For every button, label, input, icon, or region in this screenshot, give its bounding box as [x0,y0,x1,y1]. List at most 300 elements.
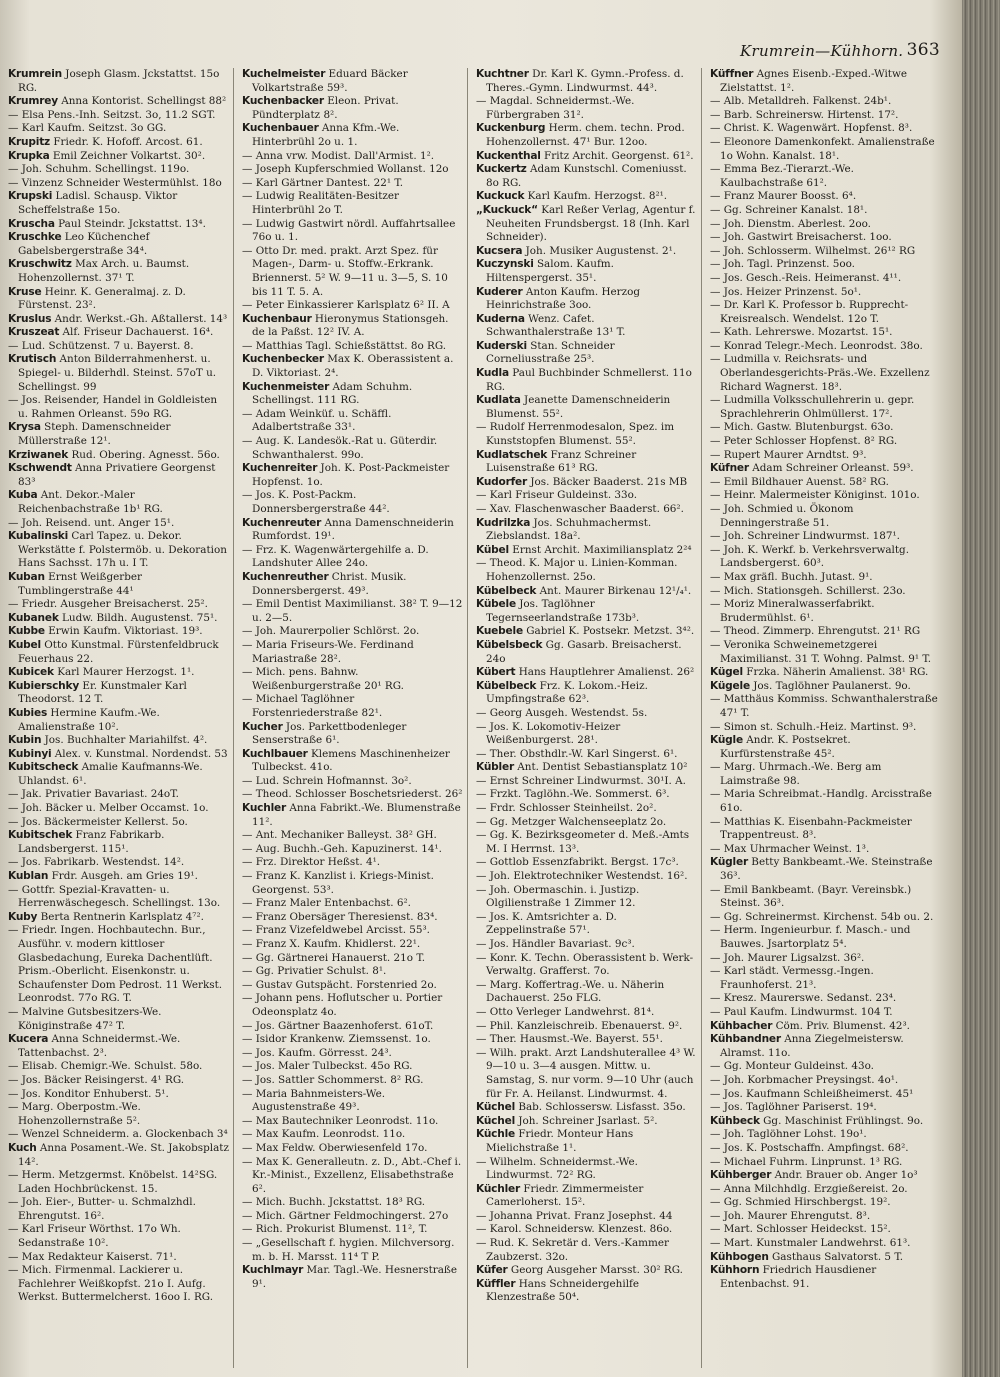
directory-entry [8,680,229,707]
directory-entry [476,1047,697,1101]
entry-surname: Küffler [476,1277,516,1290]
entry-details: Jos. K. Lokomotiv-Heizer Weißenburgerst. 28¹. [486,720,621,747]
directory-entry [476,1183,697,1210]
entry-details: Anna Fabrikt.-We. Blumenstraße 11². [252,802,461,828]
entry-details: Jos. Bäckermeister Kellerst. 5o. [18,815,188,828]
directory-entry [710,734,938,761]
directory-entry [476,421,697,448]
entry-details: Magdal. Schneidermst.-We. Fürbergraben 31². [486,95,635,121]
ditto-dash: — [242,163,253,176]
directory-entry [476,245,697,259]
entry-details: Ludw. Bildh. Augustenst. 75¹. [58,611,218,624]
directory-entry [476,884,697,911]
entry-details: Frdr. Schlosser Steinheilst. 2o². [486,802,657,815]
directory-entry [710,1237,938,1251]
ditto-dash: — [710,339,721,352]
entry-details: Wenz. Cafet. Schwanthalerstraße 13¹ T. [486,312,626,339]
directory-entry [476,1128,697,1155]
ditto-dash: — [710,353,721,366]
entry-surname: Kuchenreuter [242,516,322,529]
entry-details: Ludwig Gastwirt nördl. Auffahrtsallee 76o u. 1. [252,217,456,244]
entry-details: Heinr. Malermeister Königinst. 101o. [720,489,920,502]
entry-details: Isidor Krankenw. Ziemssenst. 1o. [252,1033,431,1046]
directory-entry [8,1251,229,1265]
directory-entry [8,177,229,191]
ditto-dash: — [8,883,19,896]
entry-surname: Kügel [710,666,743,679]
entry-surname: Kügle [710,734,743,747]
entry-details: Adam Schreiner Orleanst. 59³. [748,462,914,475]
ditto-dash: — [710,788,721,801]
ditto-dash: — [710,598,721,611]
entry-details: Jak. Privatier Bavariast. 24oT. [18,788,179,801]
directory-entry [242,1210,463,1224]
entry-details: Michael Fuhrm. Linprunst. 1³ RG. [720,1155,903,1168]
entry-details: Joh. Gastwirt Breisacherst. 1oo. [720,231,892,244]
ditto-dash: — [476,829,487,842]
entry-surname: Krziwanek [8,448,69,461]
directory-entry [710,571,938,585]
entry-details: Gasthaus Salvatorst. 5 T. [768,1250,904,1263]
entry-details: Rud. K. Sekretär d. Vers.-Kammer Zaubzerst. 32o. [486,1237,670,1263]
ditto-dash: — [476,1155,487,1168]
directory-entry [476,761,697,775]
directory-entry [8,258,229,285]
entry-details: Rich. Prokurist Blumenst. 11², T. [252,1223,428,1236]
ditto-dash: — [710,475,721,488]
entry-details: Max K. Generalleutn. z. D., Abt.-Chef i. Kr.-Minist., Exzellenz, Elisabethstraße 6². [252,1155,462,1195]
directory-entry [710,272,938,286]
directory-entry [710,68,938,95]
ditto-dash: — [242,598,253,611]
entry-details: Ludmilla Volksschullehrerin u. gepr. Sprachlehrerin Ohlmüllerst. 17². [720,394,915,420]
entry-details: Franz Maler Entenbachst. 6². [252,897,411,910]
ditto-dash: — [242,407,253,420]
directory-entry [710,449,938,463]
directory-entry [242,544,463,571]
ditto-dash: — [710,231,721,244]
entry-details: Anna Ziegelmeistersw. Alramst. 11o. [720,1033,904,1059]
directory-entry [476,258,697,285]
directory-entry [476,639,697,666]
directory-entry [8,884,229,911]
ditto-dash: — [710,693,721,706]
entry-surname: Kubin [8,734,42,747]
entry-details: Frz. K. Wagenwärtergehilfe a. D. Landshuter Allee 24o. [252,543,429,570]
ditto-dash: — [242,910,253,923]
entry-surname: Kühberger [710,1169,772,1182]
entry-details: Alf. Friseur Dachauerst. 16⁴. [59,326,214,339]
column-2 [242,68,468,1368]
entry-details: Joh. Schmied u. Ökonom Denningerstraße 51. [720,503,854,529]
ditto-dash: — [710,761,721,774]
entry-details: Kath. Lehrerswe. Mozartst. 15¹. [720,326,893,339]
entry-surname: Kubitscheck [8,761,79,774]
entry-details: Anna Damenschneiderin Rumfordst. 19¹. [252,516,454,543]
ditto-dash: — [710,1182,721,1195]
entry-details: Malvine Gutsbesitzers-We. Königinstraße 47² T. [18,1005,162,1032]
entry-details: Stan. Schneider Corneliusstraße 25³. [486,339,615,366]
entry-surname: Kuchler [242,802,287,815]
directory-entry [8,1101,229,1128]
entry-surname: Kruse [8,285,42,298]
directory-entry [8,802,229,816]
entry-details: Jos. Kaufm. Görresst. 24³. [252,1046,392,1059]
entry-details: Betty Bankbeamt.-We. Steinstraße 36³. [720,856,933,883]
entry-details: Mart. Kunstmaler Landwehrst. 61³. [720,1237,911,1250]
directory-entry [476,163,697,190]
ditto-dash: — [242,951,253,964]
directory-entry [710,816,938,843]
entry-details: Lud. Schrein Hofmannst. 3o². [252,774,412,787]
entry-details: Jos. Sattler Schommerst. 8² RG. [252,1073,424,1086]
directory-entry [710,435,938,449]
entry-surname: Krutisch [8,353,57,366]
ditto-dash: — [476,1046,487,1059]
directory-entry [242,408,463,435]
entry-details: Max Bautechniker Leonrodst. 11o. [252,1114,439,1127]
ditto-dash: — [242,638,253,651]
directory-entry [242,68,463,95]
entry-details: Georg Ausgeher Marsst. 30² RG. [507,1264,683,1277]
directory-entry [476,1033,697,1047]
directory-entry [476,190,697,204]
directory-entry [242,639,463,666]
entry-details: Jos. Bäcker Reisingerst. 4¹ RG. [18,1073,185,1086]
entry-details: Bab. Schlossersw. Lisfasst. 35o. [515,1101,686,1114]
directory-entry [476,870,697,884]
entry-details: Friedr. Monteur Hans Mielichstraße 1¹. [486,1128,634,1154]
entry-surname: Küfner [710,462,749,475]
ditto-dash: — [242,1209,253,1222]
directory-entry [710,109,938,123]
ditto-dash: — [476,856,487,869]
ditto-dash: — [710,271,721,284]
entry-details: Adam Weinküf. u. Schäffl. Adalbertstraße 33¹. [252,407,392,434]
entry-details: Amalie Kaufmanns-We. Uhlandst. 6¹. [18,761,203,787]
directory-entry [710,1101,938,1115]
entry-details: Anna Milchhdlg. Erzgießereist. 2o. [720,1182,908,1195]
entry-surname: Kucher [242,720,283,733]
ditto-dash: — [242,856,253,869]
entry-details: Franz X. Kaufm. Khidlerst. 22¹. [252,938,421,950]
entry-details: Emil Bildhauer Auenst. 58² RG. [720,475,889,488]
entry-surname: Kuban [8,570,45,583]
entry-details: Max Kaufm. Leonrodst. 11o. [252,1128,406,1141]
entry-details: Aug. K. Landesök.-Rat u. Güterdir. Schwanthalerst. 99o. [252,435,438,461]
directory-entry [242,177,463,191]
entry-surname: Krupski [8,190,53,203]
ditto-dash: — [8,108,19,121]
entry-details: Phil. Kanzleischreib. Ebenauerst. 9². [486,1019,683,1032]
directory-entry [710,122,938,136]
entry-details: Joh. Obermaschin. i. Justizp. Olgilienstraße 1 Zimmer 12. [486,883,640,910]
entry-details: Ant. Mechaniker Balleyst. 38² GH. [252,829,437,842]
directory-entry [242,870,463,897]
ditto-dash: — [8,815,19,828]
entry-details: Jos. Kaufmann Schleißheimerst. 45¹ [720,1087,914,1100]
directory-entry [242,965,463,979]
entry-details: Ernst Weißgerber Tumblingerstraße 44¹ [18,570,142,597]
entry-details: Jos. Gesch.-Reis. Heimeranst. 4¹¹. [720,271,902,284]
directory-entry [242,788,463,802]
directory-entry [8,1142,229,1169]
directory-entry [710,544,938,571]
ditto-dash: — [8,856,19,869]
entry-surname: Kublan [8,870,49,883]
entry-details: Joh. Taglöhner Lohst. 19o¹. [720,1128,867,1141]
directory-entry [8,788,229,802]
entry-details: Joh. Tagl. Prinzenst. 5oo. [720,258,855,271]
ditto-dash: — [476,870,487,883]
entry-surname: Küchel [476,1101,516,1114]
entry-details: Erwin Kaufm. Viktoriast. 19³. [44,625,203,638]
ditto-dash: — [710,638,721,651]
entry-details: Rudolf Herrenmodesalon, Spez. im Kunststopfen Blumenst. 55². [486,421,675,448]
directory-entry [242,843,463,857]
entry-details: Steph. Damenschneider Müllerstraße 12¹. [18,421,171,448]
entry-details: Emil Bankbeamt. (Bayr. Vereinsbk.) Steinst. 36³. [720,883,912,910]
ditto-dash: — [710,1237,721,1250]
directory-entry [476,748,697,762]
ditto-dash: — [710,1209,721,1222]
directory-entry [8,353,229,394]
entry-details: Konrad Telegr.-Mech. Leonrodst. 38o. [720,339,923,352]
entry-surname: Kubitschek [8,829,73,842]
ditto-dash: — [8,788,19,801]
entry-details: Friedr. K. Hofoff. Arcost. 61. [50,135,203,148]
directory-entry [242,190,463,217]
entry-surname: Kühbogen [710,1250,769,1263]
entry-details: Jos. Gärtner Baazenhoferst. 61oT. [252,1019,434,1032]
entry-details: Anna Kontorist. Schellingst 88² [57,95,227,108]
ditto-dash: — [710,503,721,515]
entry-surname: Kubierschky [8,679,80,692]
entry-surname: Kuchenbecker [242,353,324,366]
directory-entry [476,1210,697,1224]
entry-surname: Kruschke [8,231,62,244]
directory-entry [242,353,463,380]
ditto-dash: — [8,1223,19,1236]
entry-surname: Kudlatschek [476,448,548,461]
directory-entry [710,1169,938,1183]
entry-details: Joseph Kupferschmied Wollanst. 12o [252,163,449,176]
directory-entry [476,150,697,164]
entry-details: Mar. Tagl.-We. Hesnerstraße 9¹. [252,1264,458,1290]
entry-details: Mich. pens. Bahnw. Weißenburgerstraße 20¹ RG. [252,666,404,692]
entry-details: Joh. Schreiner Jsarlast. 5². [515,1114,658,1127]
directory-entry [8,1060,229,1074]
directory-entry [710,1115,938,1129]
entry-surname: Kudrilzka [476,516,531,529]
entry-details: Eleon. Privat. Pündterplatz 8². [252,95,399,121]
entry-surname: Küffner [710,68,754,80]
directory-entry [8,462,229,489]
directory-entry [710,1210,938,1224]
directory-entry [476,68,697,95]
ditto-dash: — [710,203,721,216]
entry-details: Jos. K. Post-Packm. Donnersbergerstraße 44². [252,489,390,515]
directory-entry [710,911,938,925]
entry-details: Jos. Maler Tulbeckst. 45o RG. [252,1060,413,1073]
entry-details: Christ. Musik. Donnersbergerst. 49³. [252,570,407,597]
ditto-dash: — [710,435,721,448]
ditto-dash: — [710,285,721,298]
directory-entry [710,190,938,204]
ditto-dash: — [476,910,487,923]
ditto-dash: — [8,122,19,135]
entry-details: Jos. Bäcker Baaderst. 21s MB [527,475,688,488]
entry-surname: Kuderer [476,285,523,298]
entry-details: Gottlob Essenzfabrikt. Bergst. 17c³. [486,856,679,869]
entry-details: Mich. Gastw. Blutenburgst. 63o. [720,421,894,434]
ditto-dash: — [476,1223,487,1236]
directory-entry [8,598,229,612]
directory-entry [242,1074,463,1088]
entry-details: Mich. Gärtner Feldmochingerst. 27o [252,1209,449,1222]
directory-entry [710,218,938,232]
directory-entry [476,544,697,558]
ditto-dash: — [710,530,721,543]
ditto-dash: — [242,938,253,950]
directory-entry [710,1142,938,1156]
entry-details: Joseph Glasm. Jckstattst. 15o RG. [18,68,220,94]
ditto-dash: — [242,1087,253,1100]
directory-entry [710,353,938,394]
directory-entry [710,856,938,883]
ditto-dash: — [242,625,253,638]
entry-details: Gg. Schmied Hirschbergst. 19². [720,1196,891,1209]
entry-surname: Kuch [8,1141,37,1154]
ditto-dash: — [476,802,487,815]
ditto-dash: — [476,1237,487,1250]
ditto-dash: — [476,774,487,787]
ditto-dash: — [242,978,253,991]
entry-details: Frzka. Näherin Amalienst. 38¹ RG. [742,666,929,679]
entry-details: Ladisl. Schausp. Viktor Scheffelstraße 15o. [18,190,178,216]
directory-entry [476,585,697,599]
entry-details: Joh. Schreiner Lindwurmst. 187¹. [720,530,900,543]
ditto-dash: — [8,1005,19,1018]
directory-entry [710,598,938,625]
entry-surname: Kuchenbaur [242,312,312,325]
directory-entry [242,666,463,693]
entry-surname: Kruslus [8,312,52,325]
directory-entry [242,1088,463,1115]
directory-entry [242,693,463,720]
directory-entry [242,1020,463,1034]
directory-entry [710,462,938,476]
entry-details: Mich. Buchh. Jckstattst. 18³ RG. [252,1196,426,1209]
directory-entry [476,204,697,245]
directory-entry [710,1060,938,1074]
entry-surname: Kucera [8,1033,49,1046]
entry-details: Jos. Schuhmachermst. Ziebslandst. 18a². [486,516,652,543]
ditto-dash: — [242,924,253,937]
entry-details: Ant. Maurer Birkenau 12¹/₄¹. [536,584,692,597]
entry-surname: Kschwendt [8,462,72,475]
entry-details: Maria Friseurs-We. Ferdinand Mariastraße 28². [252,638,414,665]
entry-details: Agnes Eisenb.-Exped.-Witwe Zielstattst. 1². [720,68,908,94]
ditto-dash: — [242,339,253,352]
directory-entry [242,897,463,911]
directory-entry [8,1006,229,1033]
ditto-dash: — [242,435,253,448]
entry-details: Marg. Koffertrag.-We. u. Näherin Dachauerst. 25o FLG. [486,978,665,1005]
directory-entry [8,122,229,136]
entry-details: Ant. Dentist Sebastiansplatz 10² [514,761,688,774]
ditto-dash: — [710,122,721,135]
directory-entry [8,150,229,164]
entry-details: Heinr. K. Generalmaj. z. D. Fürstenst. 23². [18,285,186,312]
directory-entry [8,1033,229,1060]
entry-surname: Kucsera [476,244,523,257]
entry-details: Anton Bilderrahmenherst. u. Spiegel- u. Bilderhdl. Steinst. 57oT u. Schellingst. 99 [18,353,217,393]
directory-entry [710,1223,938,1237]
directory-entry [242,340,463,354]
entry-details: Otto Dr. med. prakt. Arzt Spez. für Magen-, Darm- u. Stoffw.-Erkrank. Briennerst. 5² W. 9—11 u. 3—5, S. 10 bis 11 T. 5. A. [252,244,448,298]
ditto-dash: — [8,924,19,937]
ditto-dash: — [710,543,721,556]
ditto-dash: — [8,516,19,529]
entry-details: Johanna Privat. Franz Josephst. 44 [486,1209,673,1222]
entry-details: Anna vrw. Modist. Dall'Armist. 1². [252,149,435,162]
entry-surname: Kügele [710,679,750,692]
entry-details: Jeanette Damenschneiderin Blumenst. 55². [486,394,671,420]
directory-entry [242,992,463,1019]
entry-details: Franz Vizefeldwebel Arcisst. 55³. [252,924,430,937]
ditto-dash: — [242,149,253,162]
ditto-dash: — [8,1060,19,1073]
directory-entry [242,122,463,149]
directory-entry [476,1101,697,1115]
entry-details: Gg. Schreiner Kanalst. 18¹. [720,203,868,216]
entry-details: Ernst Schreiner Lindwurmst. 30¹I. A. [486,774,686,787]
directory-entry [710,530,938,544]
directory-entry [710,625,938,639]
entry-details: Marg. Oberpostm.-We. Hohenzollernstraße 5². [18,1101,141,1127]
entry-surname: Kubel [8,638,41,651]
entry-details: Rupert Maurer Arndtst. 9³. [720,448,867,461]
entry-details: Mich. Firmenmal. Lackierer u. Fachlehrer Weißkopfst. 21o I. Aufg. Werkst. Buttermelcherst. 16oo I. RG. [18,1264,214,1304]
ditto-dash: — [710,190,721,203]
entry-details: Joh. Elektrotechniker Westendst. 16². [486,870,688,883]
directory-entry [710,231,938,245]
directory-entry [8,326,229,340]
ditto-dash: — [710,1141,721,1154]
ditto-dash: — [242,543,253,556]
directory-entry [8,136,229,150]
entry-details: Franz Maurer Boosst. 6⁴. [720,190,857,203]
entry-details: Salom. Kaufm. Hiltenspergerst. 35¹. [486,258,614,284]
directory-entry [242,163,463,177]
directory-entry [8,231,229,258]
entry-details: Ludwig Realitäten-Besitzer Hinterbrühl 2o T. [252,190,400,216]
directory-entry [710,1183,938,1197]
entry-details: Maria Schreibmat.-Handlg. Arcisstraße 61o. [720,788,932,815]
entry-details: Karl Reßer Verlag, Agentur f. Neuheiten Frundsbergst. 18 (Inh. Karl Schneider). [486,203,696,244]
directory-entry [242,381,463,408]
directory-entry [476,313,697,340]
entry-surname: Kuba [8,489,38,502]
entry-details: Christ. K. Wagenwärt. Hopfenst. 8³. [720,122,913,135]
entry-surname: Kubinyi [8,747,52,760]
directory-entry [242,979,463,993]
directory-entry [242,1196,463,1210]
entry-details: Franz Schreiner Luisenstraße 61³ RG. [486,448,637,475]
entry-surname: Kübele [476,598,516,611]
ditto-dash: — [710,815,721,828]
